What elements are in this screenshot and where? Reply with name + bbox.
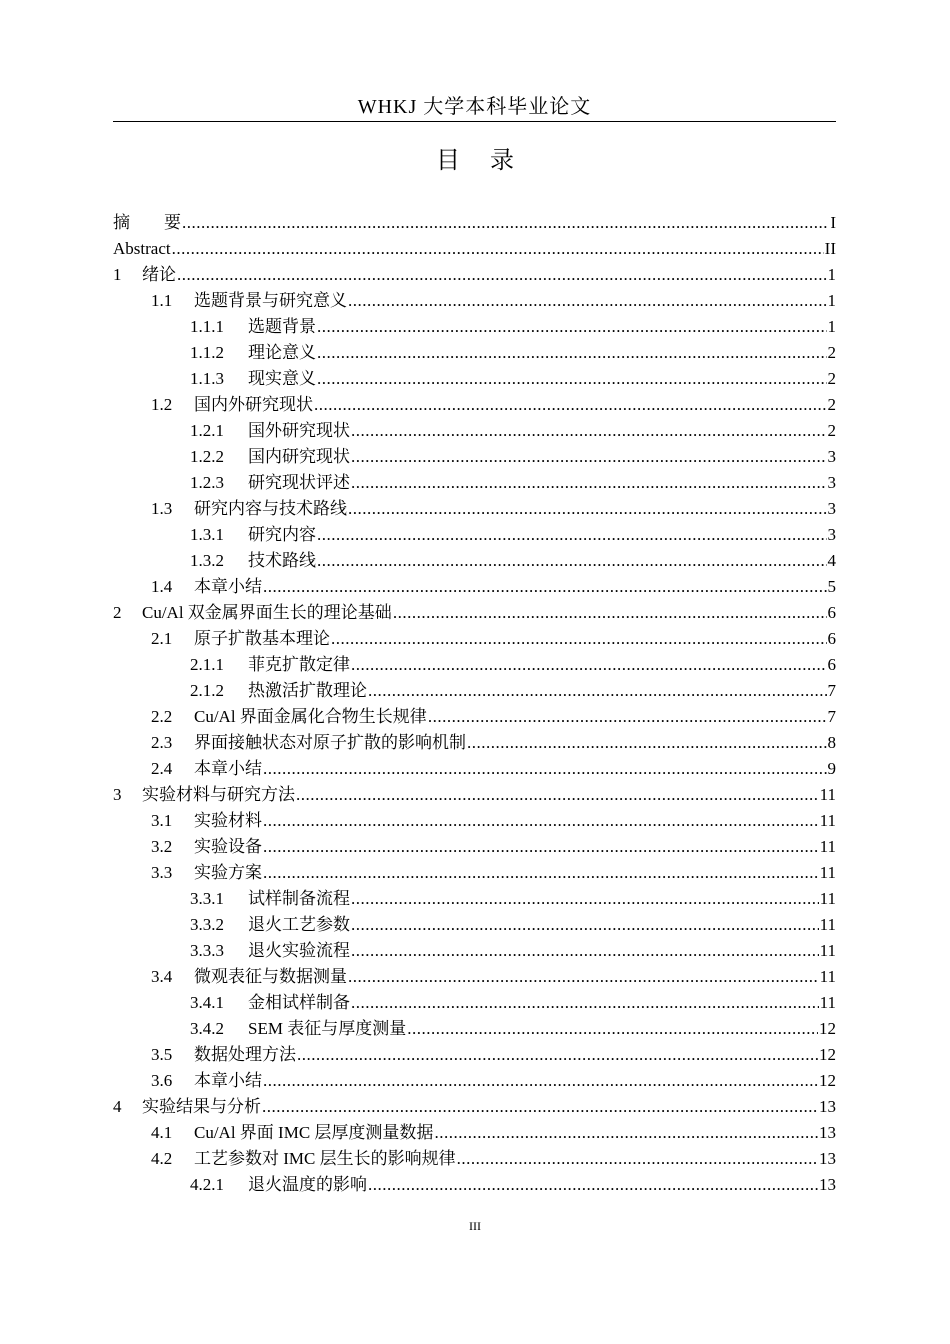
toc-entry-number: 2.2 bbox=[151, 707, 173, 726]
toc-dot-leader bbox=[457, 1146, 818, 1172]
toc-dot-leader bbox=[368, 1172, 818, 1198]
toc-entry-title: 研究内容与技术路线 bbox=[194, 499, 347, 518]
toc-entry-page: 8 bbox=[827, 733, 836, 752]
toc-entry-number: 1.3 bbox=[151, 499, 173, 518]
toc-entry[interactable] bbox=[113, 912, 836, 938]
toc-entry-title: 微观表征与数据测量 bbox=[194, 967, 347, 986]
toc-dot-leader bbox=[263, 808, 819, 834]
toc-entry-title: Abstract bbox=[113, 239, 171, 258]
toc-entry-number: 2 bbox=[113, 603, 122, 622]
toc-entry-number: 3.5 bbox=[151, 1045, 173, 1064]
toc-entry-title: 本章小结 bbox=[194, 759, 262, 778]
table-of-contents bbox=[113, 210, 836, 1198]
toc-entry-number: 4.2 bbox=[151, 1149, 173, 1168]
toc-entry-number: 1.3.1 bbox=[190, 525, 224, 544]
toc-entry[interactable] bbox=[113, 860, 836, 886]
toc-dot-leader bbox=[317, 314, 827, 340]
toc-entry-title: 本章小结 bbox=[194, 577, 262, 596]
toc-entry[interactable] bbox=[113, 1146, 836, 1172]
toc-entry-page: 7 bbox=[827, 681, 836, 700]
toc-entry[interactable] bbox=[113, 444, 836, 470]
toc-entry-title: 退火温度的影响 bbox=[248, 1175, 367, 1194]
toc-entry-page: 9 bbox=[827, 759, 836, 778]
toc-dot-leader bbox=[351, 470, 827, 496]
toc-entry-page: 11 bbox=[819, 863, 836, 882]
toc-dot-leader bbox=[262, 1094, 818, 1120]
toc-entry-number: 1.1.1 bbox=[190, 317, 224, 336]
toc-entry-title: 选题背景与研究意义 bbox=[194, 291, 347, 310]
toc-entry-page: 12 bbox=[819, 1019, 836, 1038]
toc-entry-title: 菲克扩散定律 bbox=[248, 655, 350, 674]
toc-entry[interactable] bbox=[113, 1068, 836, 1094]
toc-entry[interactable] bbox=[113, 366, 836, 392]
toc-entry-title: 技术路线 bbox=[248, 551, 316, 570]
toc-entry[interactable] bbox=[113, 990, 836, 1016]
toc-entry-number: 4.1 bbox=[151, 1123, 173, 1142]
toc-entry-title: 退火实验流程 bbox=[248, 941, 350, 960]
toc-dot-leader bbox=[263, 756, 827, 782]
page-header: WHKJ 大学本科毕业论文 bbox=[357, 96, 592, 118]
toc-entry-title: 实验设备 bbox=[194, 837, 262, 856]
toc-dot-leader bbox=[317, 340, 827, 366]
toc-entry[interactable] bbox=[113, 1172, 836, 1198]
toc-entry[interactable] bbox=[113, 574, 836, 600]
toc-entry-page: 3 bbox=[827, 499, 836, 518]
toc-dot-leader bbox=[351, 418, 827, 444]
toc-entry-page: 6 bbox=[827, 629, 836, 648]
toc-entry-page: II bbox=[824, 239, 836, 258]
toc-entry[interactable] bbox=[113, 626, 836, 652]
toc-entry-number: 1.2.2 bbox=[190, 447, 224, 466]
toc-entry-number: 1.4 bbox=[151, 577, 173, 596]
toc-entry[interactable] bbox=[113, 600, 836, 626]
toc-entry-page: 1 bbox=[827, 291, 836, 310]
toc-dot-leader bbox=[317, 366, 827, 392]
toc-dot-leader bbox=[434, 1120, 818, 1146]
toc-entry-number: 1 bbox=[113, 265, 122, 284]
toc-entry-number: 1.2 bbox=[151, 395, 173, 414]
toc-entry-page: 13 bbox=[819, 1097, 836, 1116]
toc-entry-title: Cu/Al 双金属界面生长的理论基础 bbox=[142, 603, 392, 622]
toc-dot-leader bbox=[348, 964, 819, 990]
toc-entry-number: 3.3.1 bbox=[190, 889, 224, 908]
toc-entry-title: 数据处理方法 bbox=[194, 1045, 296, 1064]
toc-entry-number: 3.4 bbox=[151, 967, 173, 986]
toc-dot-leader bbox=[263, 860, 819, 886]
toc-dot-leader bbox=[348, 496, 827, 522]
toc-entry-title: Cu/Al 界面 IMC 层厚度测量数据 bbox=[194, 1123, 434, 1142]
toc-entry-title: 国内研究现状 bbox=[248, 447, 350, 466]
toc-dot-leader bbox=[351, 938, 819, 964]
toc-dot-leader bbox=[428, 704, 827, 730]
toc-entry-number: 1.3.2 bbox=[190, 551, 224, 570]
toc-entry-title: 国内外研究现状 bbox=[194, 395, 313, 414]
toc-entry-number: 1.2.1 bbox=[190, 421, 224, 440]
toc-entry[interactable] bbox=[113, 210, 836, 236]
toc-entry-page: 11 bbox=[819, 915, 836, 934]
toc-entry-page: 11 bbox=[819, 941, 836, 960]
toc-entry-title: 理论意义 bbox=[248, 343, 316, 362]
toc-entry-title: 实验材料 bbox=[194, 811, 262, 830]
toc-entry-title: SEM 表征与厚度测量 bbox=[248, 1019, 407, 1038]
toc-entry[interactable] bbox=[113, 314, 836, 340]
toc-entry-title: Cu/Al 界面金属化合物生长规律 bbox=[194, 707, 427, 726]
toc-entry-title: 工艺参数对 IMC 层生长的影响规律 bbox=[194, 1149, 456, 1168]
toc-entry-title: 退火工艺参数 bbox=[248, 915, 350, 934]
toc-dot-leader bbox=[296, 782, 819, 808]
toc-entry-page: 13 bbox=[819, 1123, 836, 1142]
toc-entry-page: 11 bbox=[819, 889, 836, 908]
toc-entry-title: 实验结果与分析 bbox=[142, 1097, 261, 1116]
toc-dot-leader bbox=[368, 678, 827, 704]
toc-dot-leader bbox=[182, 210, 829, 236]
page-number: III bbox=[469, 1219, 481, 1233]
toc-entry[interactable] bbox=[113, 678, 836, 704]
toc-entry-title: 金相试样制备 bbox=[248, 993, 350, 1012]
toc-entry-page: 13 bbox=[819, 1175, 836, 1194]
toc-entry-page: 12 bbox=[819, 1045, 836, 1064]
toc-entry[interactable] bbox=[113, 808, 836, 834]
toc-dot-leader bbox=[351, 444, 827, 470]
toc-dot-leader bbox=[263, 574, 827, 600]
toc-entry-page: 11 bbox=[819, 967, 836, 986]
toc-entry-title: 热激活扩散理论 bbox=[248, 681, 367, 700]
toc-entry-number: 1.2.3 bbox=[190, 473, 224, 492]
toc-dot-leader bbox=[351, 990, 819, 1016]
toc-entry-page: 2 bbox=[827, 343, 836, 362]
toc-entry-page: 11 bbox=[819, 837, 836, 856]
toc-entry[interactable] bbox=[113, 964, 836, 990]
toc-entry-page: I bbox=[830, 213, 836, 232]
toc-dot-leader bbox=[467, 730, 827, 756]
toc-entry-number: 3.4.1 bbox=[190, 993, 224, 1012]
toc-dot-leader bbox=[263, 834, 819, 860]
toc-entry[interactable] bbox=[113, 730, 836, 756]
toc-entry[interactable] bbox=[113, 756, 836, 782]
toc-dot-leader bbox=[263, 1068, 818, 1094]
toc-dot-leader bbox=[393, 600, 827, 626]
toc-entry-number: 2.1.2 bbox=[190, 681, 224, 700]
toc-entry-page: 13 bbox=[819, 1149, 836, 1168]
toc-entry-number: 1.1.3 bbox=[190, 369, 224, 388]
toc-entry-number: 2.4 bbox=[151, 759, 173, 778]
toc-entry-page: 7 bbox=[827, 707, 836, 726]
toc-entry[interactable] bbox=[113, 340, 836, 366]
toc-entry-page: 2 bbox=[827, 369, 836, 388]
toc-entry-number: 1.1 bbox=[151, 291, 173, 310]
toc-entry-number: 3.3.3 bbox=[190, 941, 224, 960]
toc-entry-title: 选题背景 bbox=[248, 317, 316, 336]
toc-entry[interactable] bbox=[113, 262, 836, 288]
toc-entry-title: 本章小结 bbox=[194, 1071, 262, 1090]
toc-entry[interactable] bbox=[113, 418, 836, 444]
toc-dot-leader bbox=[407, 1016, 818, 1042]
toc-entry-title: 实验材料与研究方法 bbox=[142, 785, 295, 804]
toc-entry-page: 4 bbox=[827, 551, 836, 570]
toc-entry-title: 实验方案 bbox=[194, 863, 262, 882]
toc-entry-title: 摘 要 bbox=[113, 213, 181, 232]
toc-entry[interactable] bbox=[113, 470, 836, 496]
toc-dot-leader bbox=[331, 626, 827, 652]
toc-entry[interactable] bbox=[113, 886, 836, 912]
toc-entry[interactable] bbox=[113, 782, 836, 808]
toc-entry-page: 11 bbox=[819, 785, 836, 804]
toc-entry-page: 5 bbox=[827, 577, 836, 596]
toc-entry-number: 2.3 bbox=[151, 733, 173, 752]
toc-dot-leader bbox=[351, 886, 819, 912]
toc-entry-number: 3.3 bbox=[151, 863, 173, 882]
toc-entry-page: 11 bbox=[819, 993, 836, 1012]
toc-entry-page: 2 bbox=[827, 421, 836, 440]
toc-entry-page: 3 bbox=[827, 473, 836, 492]
toc-dot-leader bbox=[317, 548, 827, 574]
toc-entry-title: 绪论 bbox=[142, 265, 176, 284]
toc-entry[interactable] bbox=[113, 496, 836, 522]
toc-dot-leader bbox=[177, 262, 827, 288]
toc-entry-page: 2 bbox=[827, 395, 836, 414]
toc-entry-title: 原子扩散基本理论 bbox=[194, 629, 330, 648]
toc-entry-page: 6 bbox=[827, 603, 836, 622]
toc-dot-leader bbox=[351, 912, 819, 938]
toc-entry-title: 国外研究现状 bbox=[248, 421, 350, 440]
toc-entry-number: 3 bbox=[113, 785, 122, 804]
toc-entry-page: 3 bbox=[827, 525, 836, 544]
toc-entry-number: 3.2 bbox=[151, 837, 173, 856]
toc-entry-number: 1.1.2 bbox=[190, 343, 224, 362]
toc-dot-leader bbox=[317, 522, 827, 548]
toc-entry[interactable] bbox=[113, 522, 836, 548]
toc-entry-page: 6 bbox=[827, 655, 836, 674]
toc-entry-number: 2.1.1 bbox=[190, 655, 224, 674]
toc-entry[interactable] bbox=[113, 1120, 836, 1146]
toc-entry-number: 4 bbox=[113, 1097, 122, 1116]
toc-entry[interactable] bbox=[113, 288, 836, 314]
toc-entry-number: 4.2.1 bbox=[190, 1175, 224, 1194]
toc-entry-title: 研究现状评述 bbox=[248, 473, 350, 492]
toc-entry-page: 11 bbox=[819, 811, 836, 830]
toc-entry-page: 12 bbox=[819, 1071, 836, 1090]
toc-entry[interactable] bbox=[113, 834, 836, 860]
toc-entry[interactable] bbox=[113, 1042, 836, 1068]
toc-entry-number: 3.1 bbox=[151, 811, 173, 830]
toc-entry[interactable] bbox=[113, 548, 836, 574]
toc-entry-number: 3.3.2 bbox=[190, 915, 224, 934]
header-divider bbox=[113, 121, 836, 122]
toc-entry[interactable] bbox=[113, 1094, 836, 1120]
toc-dot-leader bbox=[297, 1042, 818, 1068]
toc-entry[interactable] bbox=[113, 704, 836, 730]
toc-entry[interactable] bbox=[113, 652, 836, 678]
toc-entry[interactable] bbox=[113, 938, 836, 964]
toc-dot-leader bbox=[351, 652, 827, 678]
toc-entry-page: 1 bbox=[827, 317, 836, 336]
toc-entry-title: 界面接触状态对原子扩散的影响机制 bbox=[194, 733, 466, 752]
toc-entry-title: 研究内容 bbox=[248, 525, 316, 544]
toc-entry[interactable] bbox=[113, 236, 836, 262]
toc-entry-number: 3.6 bbox=[151, 1071, 173, 1090]
toc-entry-title: 现实意义 bbox=[248, 369, 316, 388]
toc-entry-title: 试样制备流程 bbox=[248, 889, 350, 908]
toc-title: 目录 bbox=[436, 148, 544, 174]
toc-entry[interactable] bbox=[113, 1016, 836, 1042]
toc-dot-leader bbox=[314, 392, 827, 418]
toc-entry[interactable] bbox=[113, 392, 836, 418]
toc-entry-page: 3 bbox=[827, 447, 836, 466]
toc-entry-number: 3.4.2 bbox=[190, 1019, 224, 1038]
toc-dot-leader bbox=[172, 236, 824, 262]
toc-entry-number: 2.1 bbox=[151, 629, 173, 648]
toc-dot-leader bbox=[348, 288, 827, 314]
toc-entry-page: 1 bbox=[827, 265, 836, 284]
